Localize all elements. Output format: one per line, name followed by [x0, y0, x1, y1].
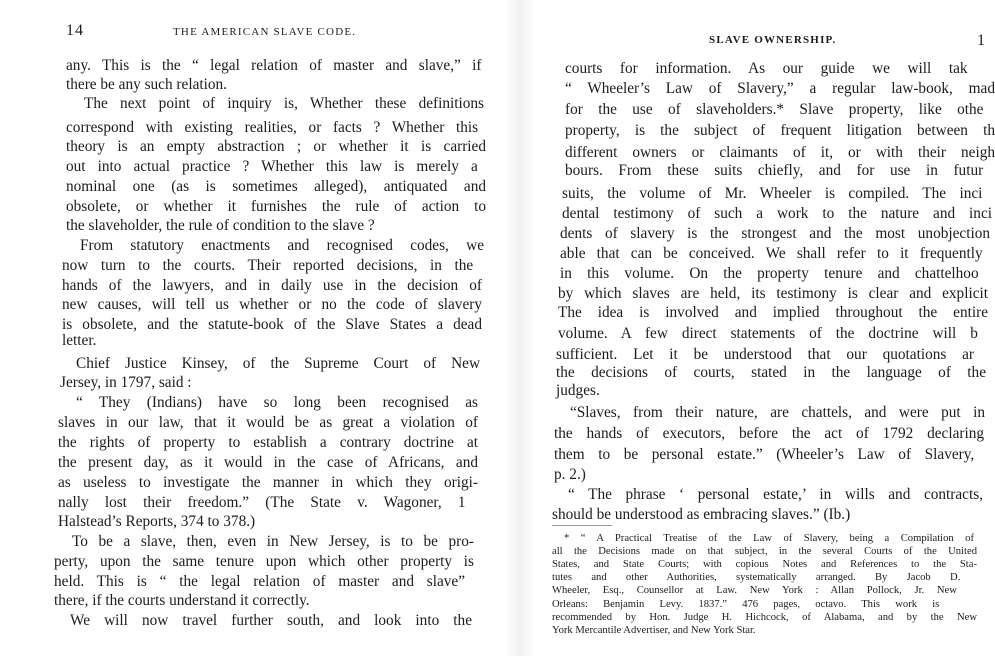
footnote-line: States, and State Courts; with copious Notes and References to the Sta- — [552, 559, 977, 570]
text-line: for the use of slaveholders.* Slave property, like othe — [565, 101, 984, 118]
text-line: suits, the volume of Mr. Wheeler is compiled. The inci — [562, 185, 983, 202]
quote-line: the present day, as it would in the case of Africans, and — [58, 454, 478, 471]
citation-line: Halstead’s Reports, 374 to 378.) — [58, 513, 256, 530]
text-line: courts for information. As our guide we will tak — [565, 60, 968, 77]
text-line: able that can be conceived. We shall refer to it frequently — [560, 245, 983, 262]
text-line: The idea is involved and implied throughout the entire — [558, 304, 988, 321]
right-page — [540, 0, 995, 656]
text-line: different owners or claimants of it, or with their neigh — [565, 144, 995, 161]
citation-line: p. 2.) — [554, 466, 586, 483]
quote-line: as useless to investigate the manner in which they origi- — [58, 474, 478, 491]
quote-line: slaves in our law, that it would be as great a violation of — [58, 414, 478, 431]
text-line: volume. A few direct statements of the doctrine will b — [558, 325, 978, 342]
text-line: hands of the lawyers, and in daily use in the decision of — [62, 277, 482, 294]
text-line: is obsolete, and the statute-book of the Slave States a dead — [62, 316, 482, 333]
left-page-number: 14 — [66, 22, 84, 39]
text-line: We will now travel further south, and look into the — [70, 612, 472, 629]
text-line: “ Wheeler’s Law of Slavery,” a regular law-book, mad — [565, 80, 995, 97]
text-line: sufficient. Let it be understood that our quotations ar — [556, 346, 975, 363]
quote-line: “ The phrase ‘ personal estate,’ in wills and contracts, — [568, 486, 983, 503]
book-gutter — [505, 0, 535, 656]
text-line: perty, upon the same tenure upon which other property is — [54, 553, 474, 570]
footnote-line: Orleans: Benjamin Levy. 1837.” 476 pages, octavo. This work is — [552, 599, 940, 610]
footnote-line: tutes and other Authorities, systematically arranged. By Jacob D. — [552, 572, 961, 583]
text-line: now turn to the courts. Their reported decisions, in the — [62, 257, 474, 274]
text-line: nominal one (as is sometimes alleged), antiquated and — [66, 178, 486, 195]
right-page-header — [540, 24, 986, 49]
footnote-line: Wheeler, Esq., Counsellor at Law. New York : Allan Pollock, Jr. New — [552, 585, 957, 596]
text-line: by which slaves are held, its testimony is clear and explicit — [558, 285, 988, 302]
text-line: property, is the subject of frequent litigation between th — [565, 122, 995, 139]
footnote-line: * “ A Practical Treatise of the Law of Slavery, being a Compilation of — [564, 533, 974, 544]
text-line: correspond with existing realities, or facts ? Whether this — [66, 119, 479, 136]
text-line: dents of slavery is the strongest and the most unobjection — [560, 225, 990, 242]
right-running-head: SLAVE OWNERSHIP. — [709, 34, 837, 46]
footnote-line: recommended by Hon. Judge H. Hichcock, of Alabama, and by the New — [552, 612, 977, 623]
quote-line: the hands of executors, before the act of 1792 declaring — [554, 425, 984, 442]
quote-line: nally lost their freedom.” (The State v. Wagoner, 1 — [58, 494, 466, 511]
text-line: To be a slave, then, even in New Jersey, is to be pro- — [72, 533, 474, 550]
left-running-head: THE AMERICAN SLAVE CODE. — [173, 26, 357, 38]
quote-line: should be understood as embracing slaves.” (Ib.) — [552, 506, 851, 523]
text-line: held. This is “ the legal relation of master and slave” — [54, 573, 466, 590]
text-line: judges. — [556, 382, 600, 399]
text-line: From statutory enactments and recognised codes, we — [80, 237, 484, 254]
text-line: The next point of inquiry is, Whether these definitions — [84, 95, 484, 112]
footnote-line: all the Decisions made on that subject, in the several Courts of the United — [552, 546, 977, 557]
text-line: any. This is the “ legal relation of master and slave,” if — [66, 57, 482, 74]
right-page-number: 1 — [977, 32, 986, 49]
footnote-divider — [552, 525, 612, 526]
text-line: in this volume. On the property tenure and chattelhoo — [560, 265, 979, 282]
text-line: the slaveholder, the rule of condition to the slave ? — [66, 217, 375, 234]
text-line: Jersey, in 1797, said : — [60, 374, 192, 391]
left-page-header — [66, 24, 490, 44]
quote-line: “Slaves, from their nature, are chattels, and were put in — [570, 404, 985, 421]
footnote-line: York Mercantile Advertiser, and New York Star. — [552, 625, 756, 636]
text-line: bours. From these suits chiefly, and for use in futur — [565, 162, 984, 179]
text-line: Chief Justice Kinsey, of the Supreme Court of New — [76, 355, 480, 372]
quote-line: “ They (Indians) have so long been recognised as — [76, 394, 478, 411]
text-line: obsolete, or whether it furnishes the rule of action to — [66, 198, 486, 215]
text-line: there, if the courts understand it correctly. — [54, 592, 310, 609]
text-line: theory is an empty abstraction ; or whether it is carried — [66, 138, 486, 155]
text-line: the decisions of courts, stated in the language of the — [556, 364, 986, 381]
text-line: out into actual practice ? Whether this law is merely a — [66, 158, 478, 175]
quote-line: them to be personal estate.” (Wheeler’s Law of Slavery, — [554, 446, 975, 463]
text-line: there be any such relation. — [66, 76, 227, 93]
quote-line: the rights of property to establish a contrary doctrine at — [58, 434, 478, 451]
text-line: new causes, will tell us whether or no the code of slavery — [62, 296, 482, 313]
text-line: dental testimony of such a work to the nature and inci — [562, 205, 992, 222]
text-line: letter. — [62, 332, 97, 349]
